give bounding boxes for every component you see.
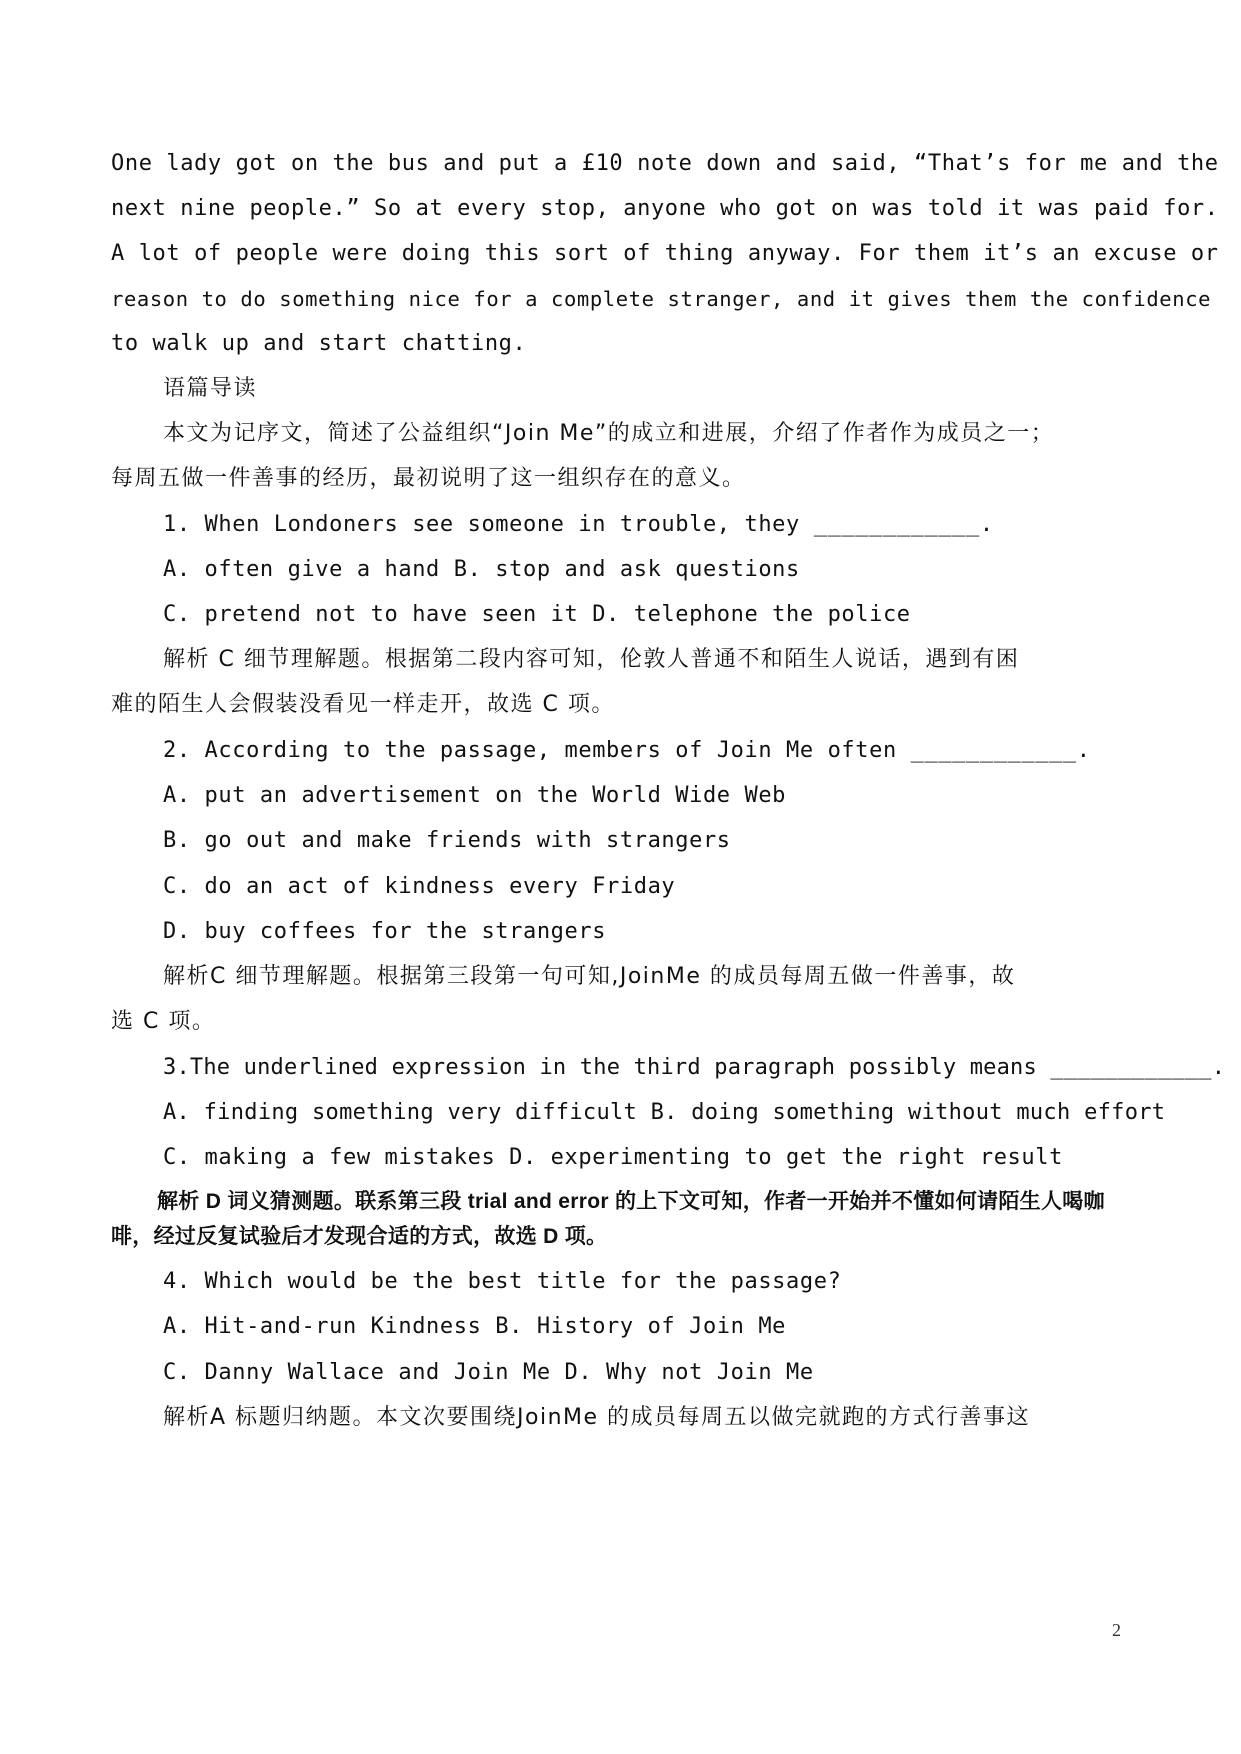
passage-line: next nine people.” So at every stop, anyone who got on was told it was paid for. (111, 196, 1219, 221)
question-option: A. often give a hand B. stop and ask questions (163, 557, 800, 582)
question-option: A. Hit-and-run Kindness B. History of Join Me (163, 1314, 787, 1339)
passage-line: A lot of people were doing this sort of thing anyway. For them it’s an excuse or (111, 241, 1219, 266)
passage-line: to walk up and start chatting. (111, 331, 527, 356)
answer-analysis: 解析A 标题归纳题。本文次要围绕JoinMe 的成员每周五以做完就跑的方式行善事这 (163, 1405, 1031, 1430)
answer-analysis: 难的陌生人会假装没看见一样走开，故选 C 项。 (111, 692, 615, 717)
question-option: D. buy coffees for the strangers (163, 919, 607, 944)
question-option: A. finding something very difficult B. doing something without much effort (163, 1100, 1166, 1125)
passage-line: One lady got on the bus and put a £10 note down and said, “That’s for me and the (111, 151, 1219, 176)
answer-analysis: 解析 C 细节理解题。根据第二段内容可知，伦敦人普通不和陌生人说话，遇到有困 (163, 647, 1020, 672)
question-stem: 2. According to the passage, members of Join Me often ____________. (163, 738, 1091, 763)
answer-analysis: 解析 D 词义猜测题。联系第三段 trial and error 的上下文可知，作者一开始并不懂如何请陌生人喝咖 (157, 1190, 1105, 1213)
page-number: 2 (1112, 1620, 1121, 1640)
guide-heading: 语篇导读 (163, 376, 258, 401)
question-option: C. Danny Wallace and Join Me D. Why not Join Me (163, 1360, 814, 1385)
guide-text: 本文为记序文，简述了公益组织“Join Me”的成立和进展，介绍了作者作为成员之一； (163, 421, 1055, 446)
question-stem: 1. When Londoners see someone in trouble, they ____________. (163, 512, 994, 537)
answer-analysis: 解析C 细节理解题。根据第三段第一句可知,JoinMe 的成员每周五做一件善事，故 (163, 964, 1016, 989)
question-option: A. put an advertisement on the World Wide Web (163, 783, 787, 808)
question-stem: 4. Which would be the best title for the passage? (163, 1269, 842, 1294)
answer-analysis: 啡，经过反复试验后才发现合适的方式，故选 D 项。 (111, 1225, 608, 1248)
question-option: C. pretend not to have seen it D. telephone the police (163, 602, 911, 627)
question-option: C. making a few mistakes D. experimenting to get the right result (163, 1145, 1063, 1170)
passage-line: reason to do something nice for a complete stranger, and it gives them the confidence (111, 287, 1212, 311)
question-stem: 3.The underlined expression in the third paragraph possibly means ____________. (163, 1055, 1226, 1080)
guide-text: 每周五做一件善事的经历，最初说明了这一组织存在的意义。 (111, 466, 746, 491)
answer-analysis: 选 C 项。 (111, 1009, 216, 1034)
question-option: B. go out and make friends with strangers (163, 828, 731, 853)
question-option: C. do an act of kindness every Friday (163, 874, 676, 899)
